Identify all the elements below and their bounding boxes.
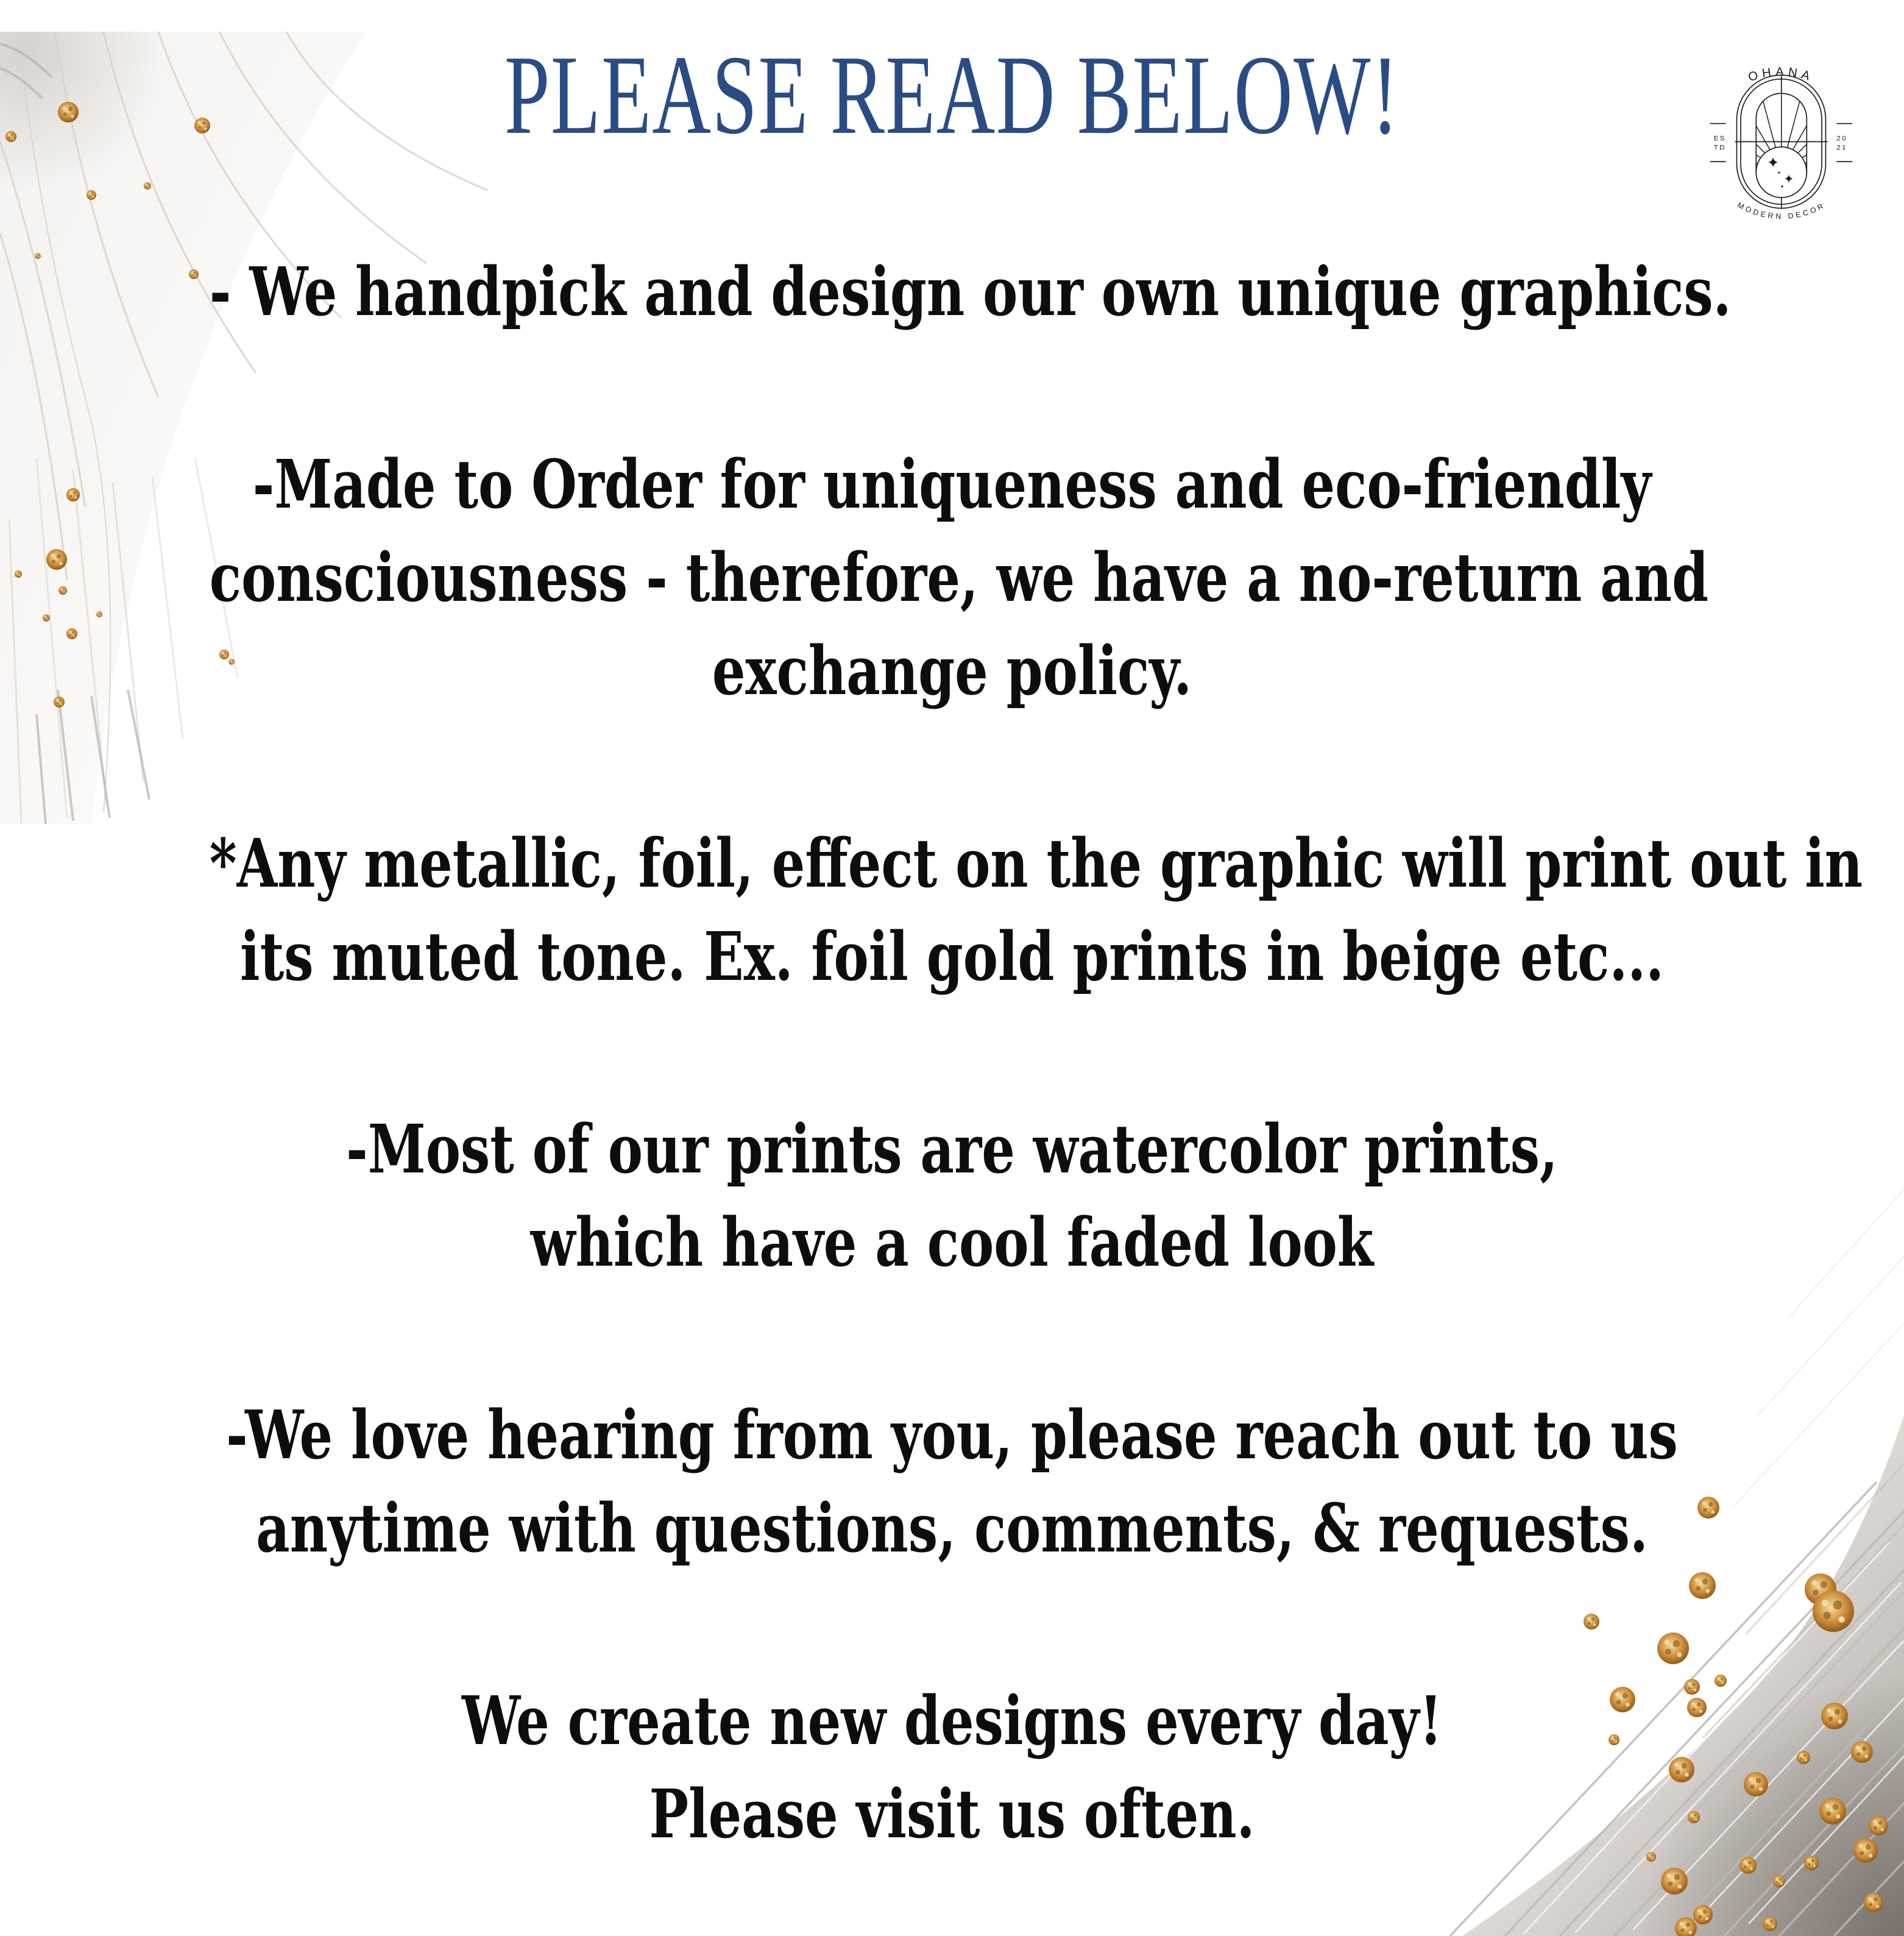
logo-year-top: 20 (1836, 135, 1848, 143)
page-title: PLEASE READ BELOW! (504, 32, 1400, 158)
logo-estd-left-bottom: TD (1713, 144, 1726, 152)
policy-line: consciousness - therefore, we have a no-return and (209, 538, 1709, 617)
policy-line: exchange policy. (712, 631, 1192, 710)
policy-line: We create new designs every day! (461, 1681, 1443, 1760)
policy-line: - We handpick and design our own unique graphics. (209, 252, 1732, 331)
policy-line: -Most of our prints are watercolor prints, (346, 1110, 1558, 1188)
logo-year-bottom: 21 (1836, 144, 1848, 152)
policy-line: -We love hearing from you, please reach out to us (226, 1395, 1678, 1474)
policy-line: -Made to Order for uniqueness and eco-friendly (252, 445, 1652, 523)
header (0, 32, 1904, 158)
policy-line: its muted tone. Ex. foil gold prints in beige etc... (240, 917, 1664, 996)
policy-text (0, 158, 1904, 1860)
logo-brand-name: OHANA (1746, 65, 1816, 85)
policy-line: which have a cool faded look (530, 1203, 1374, 1282)
logo-moon-circle (1756, 147, 1807, 197)
policy-line: anytime with questions, comments, & requests. (256, 1489, 1648, 1567)
policy-paragraph (209, 817, 1863, 1003)
logo-estd-left-top: ES (1713, 135, 1726, 143)
logo-brand-subtitle: MODERN DECOR (1736, 200, 1827, 221)
policy-paragraph (209, 245, 1732, 338)
brand-logo (1688, 49, 1870, 235)
policy-line: *Any metallic, foil, effect on the graphic will print out in (209, 824, 1863, 902)
policy-paragraph (210, 1102, 1695, 1289)
policy-card (0, 32, 1904, 1860)
policy-line: Please visit us often. (649, 1775, 1255, 1853)
policy-paragraph (209, 438, 1709, 717)
policy-paragraph (210, 1388, 1695, 1575)
logo-emblem (1710, 75, 1852, 208)
policy-paragraph (210, 1674, 1695, 1860)
